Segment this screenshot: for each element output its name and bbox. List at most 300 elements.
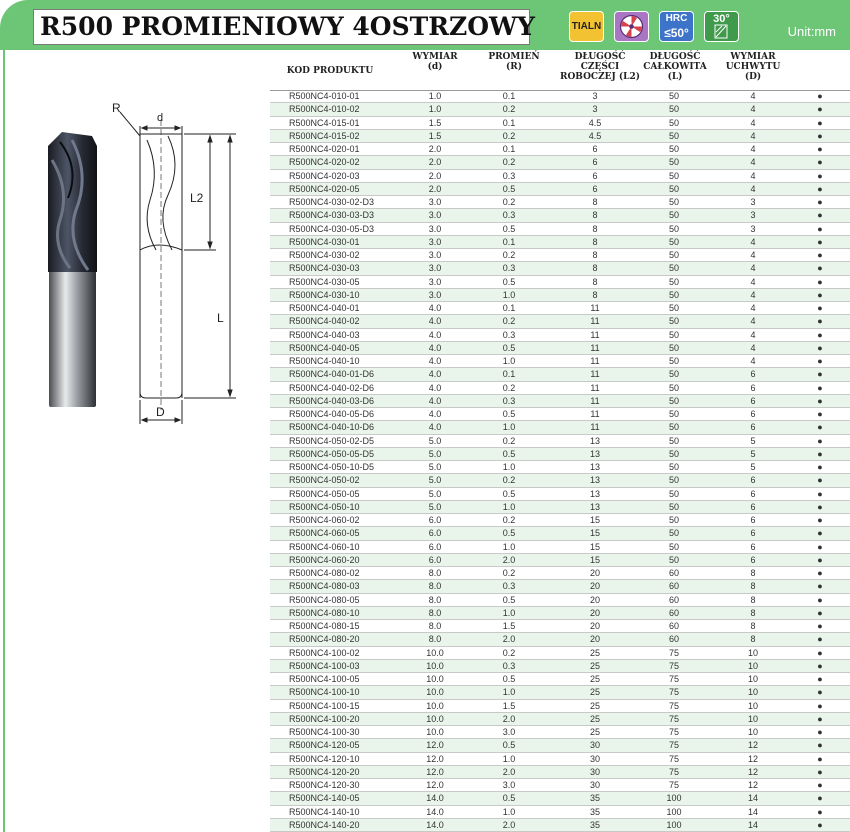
table-row: [270, 686, 850, 699]
col-header-shank-l3: (D): [744, 72, 762, 82]
cutting-diameter: 3.0: [428, 263, 442, 274]
cutting-diameter: 3.0: [428, 210, 442, 221]
total-length: 50: [668, 541, 679, 552]
product-code: R500NC4-020-02: [289, 157, 360, 168]
availability-dot: ●: [817, 621, 823, 631]
table-row: [270, 448, 850, 461]
total-length: 75: [668, 727, 679, 737]
shank-diameter: 5: [750, 462, 756, 472]
flute-length: 8: [592, 223, 598, 234]
shank-diameter: 6: [750, 382, 756, 393]
total-length: 50: [668, 356, 679, 366]
flute-length: 35: [589, 819, 600, 830]
cutting-diameter: 3.0: [428, 223, 442, 234]
cutting-diameter: 2.0: [428, 144, 442, 154]
table-row: [270, 792, 850, 805]
shank-diameter: 6: [750, 528, 756, 539]
total-length: 75: [668, 740, 679, 751]
col-header-dim-l2: (d): [427, 62, 443, 72]
cutting-diameter: 5.0: [428, 435, 442, 446]
col-header-code-text: KOD PRODUKTU: [286, 66, 374, 76]
table-row: [270, 660, 850, 673]
shank-diameter: 3: [750, 223, 756, 234]
corner-radius: 0.3: [502, 660, 516, 671]
product-code: R500NC4-100-03: [289, 660, 360, 671]
product-code: R500NC4-010-02: [289, 104, 360, 115]
product-code: R500NC4-100-15: [289, 700, 360, 711]
hrc-badge-bottom: ≤50°: [664, 26, 689, 40]
product-code: R500NC4-015-01: [289, 117, 360, 128]
availability-dot: ●: [817, 316, 823, 327]
availability-dot: ●: [817, 554, 823, 565]
flute-length: 25: [589, 674, 600, 684]
availability-dot: ●: [817, 117, 823, 128]
product-code: R500NC4-030-01: [289, 236, 360, 247]
table-row: [270, 620, 850, 633]
shank-diameter: 4: [750, 342, 756, 353]
table-row: [270, 554, 850, 567]
cutting-diameter: 1.0: [428, 91, 442, 101]
flute-length: 15: [589, 528, 600, 539]
shank-diameter: 6: [750, 541, 756, 552]
product-code: R500NC4-010-01: [289, 91, 360, 101]
table-row: [270, 103, 850, 116]
table-row: [270, 342, 850, 355]
corner-radius: 0.5: [502, 409, 516, 419]
col-header-radius: [484, 52, 544, 72]
flute-length: 20: [589, 581, 600, 592]
cutting-diameter: 4.0: [428, 369, 442, 380]
availability-dot: ●: [817, 448, 823, 459]
total-length: 50: [668, 528, 679, 539]
product-code: R500NC4-050-05: [289, 488, 360, 499]
total-length: 50: [668, 554, 679, 565]
tool-illustrations: [0, 50, 270, 832]
cutting-diameter: 4.0: [428, 303, 442, 313]
cutting-diameter: 3.0: [428, 289, 442, 300]
shank-diameter: 14: [747, 806, 758, 817]
shank-diameter: 8: [750, 568, 756, 578]
availability-dot: ●: [817, 91, 823, 101]
cutting-diameter: 6.0: [428, 554, 442, 565]
product-code: R500NC4-015-02: [289, 130, 360, 141]
col-header-shank-l1: WYMIAR: [730, 52, 776, 62]
cutting-diameter: 10.0: [426, 700, 444, 711]
availability-dot: ●: [817, 713, 823, 724]
shank-diameter: 4: [750, 130, 756, 141]
cutting-diameter: 5.0: [428, 475, 442, 486]
availability-dot: ●: [817, 223, 823, 234]
shank-diameter: 4: [750, 144, 756, 154]
corner-radius: 0.5: [502, 740, 516, 751]
cutting-diameter: 12.0: [426, 740, 444, 751]
corner-radius: 1.0: [502, 501, 516, 512]
table-row: [270, 223, 850, 236]
flute-length: 11: [590, 316, 600, 327]
availability-dot: ●: [817, 700, 823, 711]
flute-length: 11: [590, 409, 600, 419]
four-flute-icon-graphic: [615, 12, 648, 41]
total-length: 50: [668, 448, 679, 459]
corner-radius: 0.2: [502, 475, 516, 486]
total-length: 75: [668, 780, 679, 790]
cutting-diameter: 8.0: [428, 621, 442, 631]
corner-radius: 0.2: [502, 250, 516, 260]
total-length: 50: [668, 117, 679, 128]
shank-diameter: 6: [750, 369, 756, 380]
flute-length: 8: [592, 210, 598, 221]
total-length: 50: [668, 329, 679, 340]
availability-dot: ●: [817, 276, 823, 287]
shank-diameter: 6: [750, 475, 756, 486]
total-length: 60: [668, 594, 679, 605]
product-code: R500NC4-080-10: [289, 607, 360, 618]
shank-diameter: 8: [750, 581, 756, 592]
cutting-diameter: 6.0: [428, 528, 442, 539]
product-code: R500NC4-050-10: [289, 501, 360, 512]
shank-diameter: 10: [747, 687, 758, 698]
total-length: 50: [668, 342, 679, 353]
total-length: 50: [668, 382, 679, 393]
availability-dot: ●: [817, 528, 823, 539]
availability-dot: ●: [817, 289, 823, 300]
cutting-diameter: 8.0: [428, 594, 442, 605]
total-length: 50: [668, 316, 679, 327]
cutting-diameter: 8.0: [428, 581, 442, 592]
shank-diameter: 6: [750, 515, 756, 525]
col-header-total-length: [640, 52, 710, 82]
shank-diameter: 4: [750, 170, 756, 181]
cutting-diameter: 2.0: [428, 183, 442, 194]
hrc-badge-top: HRC: [665, 13, 688, 24]
flute-length: 13: [589, 475, 600, 486]
total-length: 100: [666, 793, 682, 804]
product-code: R500NC4-040-02-D6: [289, 382, 375, 393]
availability-dot: ●: [817, 250, 823, 260]
corner-radius: 0.3: [502, 329, 516, 340]
cutting-diameter: 1.5: [428, 117, 442, 128]
total-length: 50: [668, 409, 679, 419]
shank-diameter: 8: [750, 621, 756, 631]
flute-length: 20: [589, 621, 600, 631]
availability-dot: ●: [817, 210, 823, 221]
availability-dot: ●: [817, 660, 823, 671]
product-code: R500NC4-080-05: [289, 594, 360, 605]
flute-length: 20: [589, 634, 600, 645]
radius-label: R: [112, 101, 121, 115]
corner-radius: 0.1: [502, 369, 516, 380]
total-length: 50: [668, 170, 679, 181]
availability-dot: ●: [817, 382, 823, 393]
product-code: R500NC4-140-20: [289, 819, 360, 830]
table-row: [270, 130, 850, 143]
cutting-diameter: 3.0: [428, 250, 442, 260]
availability-dot: ●: [817, 674, 823, 684]
flute-length: 13: [589, 462, 600, 472]
table-row: [270, 514, 850, 527]
table-row: [270, 170, 850, 183]
flute-length: 11: [590, 342, 600, 353]
flute-length: 15: [589, 554, 600, 565]
availability-dot: ●: [817, 501, 823, 512]
cutting-diameter: 4.0: [428, 395, 442, 406]
shank-diameter: 3: [750, 210, 756, 221]
shank-diameter: 6: [750, 488, 756, 499]
availability-dot: ●: [817, 806, 823, 817]
flute-length: 25: [589, 687, 600, 698]
availability-dot: ●: [817, 766, 823, 777]
corner-radius: 1.0: [502, 289, 516, 300]
product-code: R500NC4-100-05: [289, 674, 360, 684]
availability-dot: ●: [817, 780, 823, 790]
cutting-diameter-label: d: [157, 112, 164, 124]
availability-dot: ●: [817, 515, 823, 525]
helix-angle-label: 30°: [713, 13, 730, 25]
table-row: [270, 580, 850, 593]
flute-length: 30: [589, 766, 600, 777]
product-code: R500NC4-040-05-D6: [289, 409, 375, 419]
shank-diameter: 10: [747, 674, 758, 684]
corner-radius: 0.5: [502, 594, 516, 605]
flute-length: 11: [590, 395, 600, 406]
product-code: R500NC4-050-05-D5: [289, 448, 375, 459]
corner-radius: 1.0: [502, 422, 516, 433]
total-length: 60: [668, 634, 679, 645]
table-row: [270, 276, 850, 289]
product-code: R500NC4-120-30: [289, 780, 360, 790]
cutting-diameter: 3.0: [428, 197, 442, 207]
total-length: 50: [668, 395, 679, 406]
availability-dot: ●: [817, 647, 823, 658]
cutting-diameter: 4.0: [428, 409, 442, 419]
table-row: [270, 302, 850, 315]
product-code: R500NC4-020-03: [289, 170, 360, 181]
cutting-diameter: 3.0: [428, 276, 442, 287]
table-row: [270, 567, 850, 580]
availability-dot: ●: [817, 568, 823, 578]
total-length: 75: [668, 687, 679, 698]
flute-length: 25: [589, 713, 600, 724]
shank-diameter: 4: [750, 117, 756, 128]
col-header-work-length: [555, 52, 645, 82]
availability-dot: ●: [817, 462, 823, 472]
corner-radius: 0.5: [502, 674, 516, 684]
corner-radius: 1.5: [502, 700, 516, 711]
corner-radius: 0.3: [502, 170, 516, 181]
shank-diameter: 4: [750, 276, 756, 287]
shank-diameter: 6: [750, 409, 756, 419]
product-code: R500NC4-080-03: [289, 581, 360, 592]
total-length: 50: [668, 475, 679, 486]
cutting-diameter: 12.0: [426, 780, 444, 790]
table-row: [270, 435, 850, 448]
product-code: R500NC4-080-15: [289, 621, 360, 631]
flute-length: 13: [589, 488, 600, 499]
four-flute-icon: [614, 11, 649, 42]
shank-diameter: 14: [747, 793, 758, 804]
cutting-diameter: 8.0: [428, 634, 442, 645]
cutting-diameter: 4.0: [428, 382, 442, 393]
product-code: R500NC4-140-05: [289, 793, 360, 804]
product-code: R500NC4-040-01: [289, 303, 360, 313]
table-row: [270, 766, 850, 779]
availability-dot: ●: [817, 422, 823, 433]
flute-length: 8: [592, 276, 598, 287]
cutting-diameter: 14.0: [426, 806, 444, 817]
corner-radius: 1.5: [502, 621, 516, 631]
table-row: [270, 289, 850, 302]
unit-label: Unit:mm: [787, 24, 836, 39]
shank-diameter: 12: [747, 780, 758, 790]
total-length: 50: [668, 515, 679, 525]
availability-dot: ●: [817, 793, 823, 804]
flute-length: 30: [589, 753, 600, 764]
availability-dot: ●: [817, 395, 823, 406]
shank-diameter: 6: [750, 501, 756, 512]
shank-diameter: 8: [750, 594, 756, 605]
product-code: R500NC4-140-10: [289, 806, 360, 817]
table-row: [270, 806, 850, 819]
product-code: R500NC4-040-10-D6: [289, 422, 375, 433]
product-code: R500NC4-030-03-D3: [289, 210, 375, 221]
flute-length: 15: [589, 515, 600, 525]
flute-length: 8: [592, 289, 598, 300]
table-row: [270, 395, 850, 408]
total-length: 50: [668, 236, 679, 247]
availability-dot: ●: [817, 183, 823, 194]
flute-length: 6: [592, 183, 598, 194]
flute-length: 13: [589, 448, 600, 459]
availability-dot: ●: [817, 634, 823, 645]
product-code: R500NC4-100-20: [289, 713, 360, 724]
flute-length: 35: [589, 806, 600, 817]
product-table-body: [270, 90, 850, 832]
table-row: [270, 249, 850, 262]
total-length: 75: [668, 700, 679, 711]
corner-radius: 0.2: [502, 157, 516, 168]
corner-radius: 1.0: [502, 356, 516, 366]
flute-length: 13: [589, 501, 600, 512]
product-code: R500NC4-050-02: [289, 475, 360, 486]
col-header-total-length-l1: DŁUGOŚĆ: [649, 52, 701, 62]
helix-angle-icon: [705, 12, 738, 41]
corner-radius: 0.5: [502, 528, 516, 539]
col-header-work-length-l1: DŁUGOŚĆ: [574, 52, 626, 62]
total-length: 50: [668, 462, 679, 472]
corner-radius: 0.2: [502, 647, 516, 658]
total-length: 60: [668, 607, 679, 618]
flute-length: 11: [590, 303, 600, 313]
corner-radius: 0.5: [502, 223, 516, 234]
availability-dot: ●: [817, 409, 823, 419]
product-code: R500NC4-080-20: [289, 634, 360, 645]
cutting-diameter: 1.0: [428, 104, 442, 115]
cutting-diameter: 4.0: [428, 422, 442, 433]
product-code: R500NC4-020-05: [289, 183, 360, 194]
flute-length: 25: [589, 700, 600, 711]
corner-radius: 0.5: [502, 793, 516, 804]
col-header-code: [270, 66, 390, 76]
table-row: [270, 315, 850, 328]
corner-radius: 0.5: [502, 183, 516, 194]
shank-diameter-label: D: [156, 405, 165, 419]
flute-length: 3: [592, 91, 598, 101]
cutting-diameter: 2.0: [428, 157, 442, 168]
col-header-work-length-l3: ROBOCZEJ (L2): [559, 72, 641, 82]
product-code: R500NC4-040-01-D6: [289, 369, 375, 380]
shank-diameter: 5: [750, 435, 756, 446]
table-row: [270, 647, 850, 660]
col-header-dim-l1: WYMIAR: [412, 52, 458, 62]
availability-dot: ●: [817, 329, 823, 340]
availability-dot: ●: [817, 475, 823, 486]
shank-diameter: 12: [747, 740, 758, 751]
flute-length: 20: [589, 607, 600, 618]
flute-length: 25: [589, 660, 600, 671]
availability-dot: ●: [817, 356, 823, 366]
cutting-diameter: 10.0: [426, 674, 444, 684]
availability-dot: ●: [817, 303, 823, 313]
corner-radius: 0.2: [502, 435, 516, 446]
corner-radius: 2.0: [502, 766, 516, 777]
cutting-diameter: 10.0: [426, 687, 444, 698]
flute-length: 30: [589, 740, 600, 751]
table-row: [270, 779, 850, 792]
table-row: [270, 209, 850, 222]
corner-radius: 0.5: [502, 342, 516, 353]
total-length: 50: [668, 303, 679, 313]
product-code: R500NC4-100-02: [289, 647, 360, 658]
shank-diameter: 6: [750, 422, 756, 433]
table-row: [270, 355, 850, 368]
availability-dot: ●: [817, 263, 823, 274]
total-length: 75: [668, 660, 679, 671]
product-code: R500NC4-040-02: [289, 316, 360, 327]
cutting-diameter: 14.0: [426, 793, 444, 804]
shank-diameter: 8: [750, 607, 756, 618]
total-length-label: L: [217, 311, 224, 325]
product-code: R500NC4-060-20: [289, 554, 360, 565]
col-header-work-length-l2: CZĘŚCI: [580, 62, 620, 72]
cutting-diameter: 2.0: [428, 170, 442, 181]
flute-length: 3: [592, 104, 598, 115]
availability-dot: ●: [817, 740, 823, 751]
shank-diameter: 10: [747, 727, 758, 737]
shank-diameter: 4: [750, 289, 756, 300]
corner-radius: 1.0: [502, 541, 516, 552]
cutting-diameter: 6.0: [428, 541, 442, 552]
shank-diameter: 10: [747, 713, 758, 724]
total-length: 50: [668, 197, 679, 207]
shank-diameter: 4: [750, 356, 756, 366]
availability-dot: ●: [817, 819, 823, 830]
table-row: [270, 633, 850, 646]
product-code: R500NC4-120-10: [289, 753, 360, 764]
product-code: R500NC4-030-03: [289, 263, 360, 274]
cutting-diameter: 5.0: [428, 501, 442, 512]
flute-length: 25: [589, 727, 600, 737]
flute-length: 11: [590, 329, 600, 340]
product-code: R500NC4-100-30: [289, 727, 360, 737]
total-length: 75: [668, 766, 679, 777]
flute-length-label: L2: [190, 191, 204, 205]
cutting-diameter: 6.0: [428, 515, 442, 525]
total-length: 50: [668, 435, 679, 446]
corner-radius: 0.2: [502, 130, 516, 141]
availability-dot: ●: [817, 607, 823, 618]
col-header-radius-l2: (R): [506, 62, 522, 72]
cutting-diameter: 4.0: [428, 329, 442, 340]
